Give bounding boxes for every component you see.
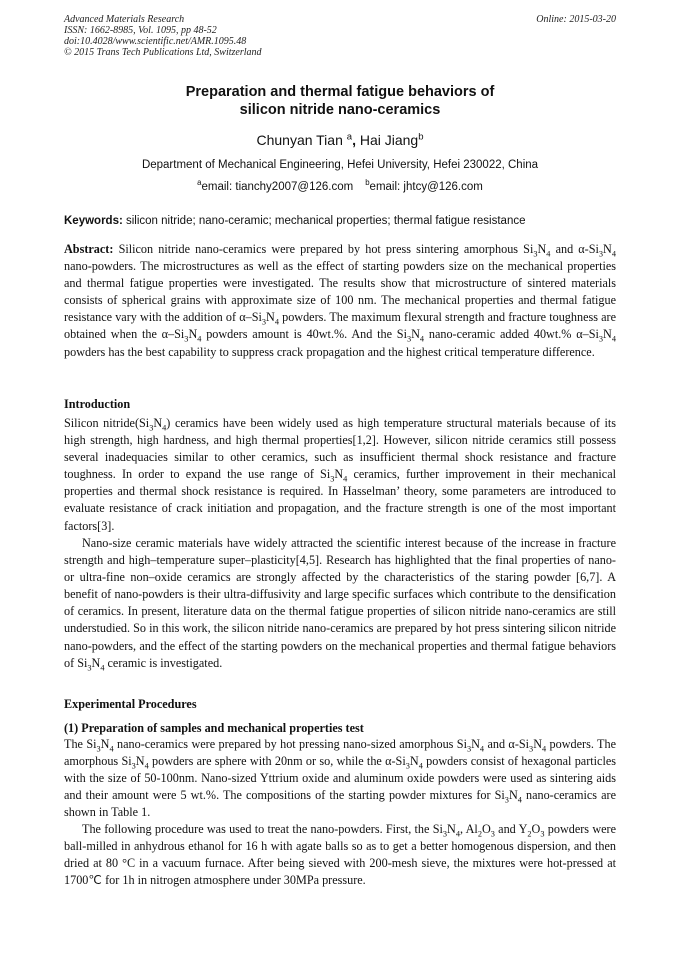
paper-title-line-1: Preparation and thermal fatigue behaviors of <box>185 84 495 100</box>
abstract-text: Silicon nitride nano-ceramics were prepared by hot press sintering amorphous $Si_3N_4$ and $\alpha-Si_3N_4$ nano-powders. The microstructures as well as the effect of starting powders size on the mechanical properties and thermal fatigue properties were investigated. The results show that microstructure of sintered materials consists of spherical grains with approximate size of 100 nm. The mechanical properties and thermal fatigue resistance vary with the addition of $\alpha-Si_3N_4$ powders. The maximum flexural strength and fracture toughness are obtained when the $\alpha-Si_3N_4$ powders amount is 40wt.%. And the $Si_3N_4$ nano-ceramic added 40wt.% $\alpha-Si_3N_4$ powders has the best capability to suppress crack propagation and the highest critical temperature difference. <box>64 242 616 359</box>
intro-paragraph-1: Silicon $nitride(Si_3N_4)$ ceramics have been widely used as high temperature structural materials because of its high strength, high hardness, and high thermal properties[1,2]. However, silicon nitride ceramics still possess several inadequacies similar to other ceramics, such as insufficient thermal shock resistance and fracture toughness. In order to expand the use range of $Si_3N_4$ ceramics, further improvement in their mechanical properties and thermal shock resistance is required. In Hasselman’ theory, some parameters are introduced to evaluate resistance of crack initiation and propagation, and the fracture strength is one of the most important factors[3]. <box>64 416 617 533</box>
keywords-text: silicon nitride; nano-ceramic; mechanical properties; thermal fatigue resistance <box>126 215 526 227</box>
experimental-paragraph-2: The following procedure was used to treat the nano-powders. First, the $Si_3N_4$, $Al_2O_3$ and $Y_2O_3$ powders were ball-milled in anhydrous ethanol for 16 h with agate balls so as to get a better homogenous dispersion, and then dried at 80 °C in a vacuum furnace. After being sieved with 200-mesh sieve, the mixtures were hot-pressed at 1700℃ for 1h in nitrogen atmosphere under 30MPa pressure. <box>64 822 616 888</box>
author-list <box>64 132 616 149</box>
experimental-paragraph-1: The $Si_3N_4$ nano-ceramics were prepared by hot pressing nano-sized amorphous $Si_3N_4$ and $\alpha-Si_3N_4$ powders. The amorphous $Si_3N_4$ powders are sphere with 20nm or so, while the $\alpha-Si_3N_4$ powders consist of hexagonal particles with the size of 50-100nm. Nano-sized Yttrium oxide and aluminum oxide powders were used as sintering aids and their amount were 5 wt.%. The compositions of the starting powder mixtures for $Si_3N_4$ nano-ceramics are shown in Table 1. <box>64 737 616 820</box>
affiliation: Department of Mechanical Engineering, Hefei University, Hefei 230022, China <box>141 159 539 171</box>
section-heading-introduction: Introduction <box>64 397 131 411</box>
abstract-label: Abstract: <box>64 242 114 256</box>
subsection-heading-preparation: (1) Preparation of samples and mechanical properties test <box>64 721 364 735</box>
author-affil-mark: b <box>418 131 424 143</box>
author-name: Hai Jiang <box>359 132 419 148</box>
abstract <box>64 241 616 361</box>
journal-header <box>64 14 616 58</box>
email-mark: b <box>365 178 370 188</box>
journal-copyright: © 2015 Trans Tech Publications Ltd, Switzerland <box>64 47 262 58</box>
author-affil-mark: a <box>346 131 353 143</box>
keywords-label: Keywords: <box>64 215 123 227</box>
journal-issn: ISSN: 1662-8985, Vol. 1095, pp 48-52 <box>64 25 217 36</box>
email-b: email: jhtcy@126.com <box>369 181 483 193</box>
section-heading-experimental: Experimental Procedures <box>64 697 197 711</box>
email-a: email: tianchy2007@126.com <box>201 181 354 193</box>
author-separator: , <box>352 132 356 148</box>
keywords <box>64 214 616 228</box>
online-date: Online: 2015-03-20 <box>536 14 616 25</box>
journal-doi: doi:10.4028/www.scientific.net/AMR.1095.48 <box>64 36 247 47</box>
paper-title <box>64 83 616 119</box>
email-mark: a <box>197 178 202 188</box>
journal-name: Advanced Materials Research <box>64 14 185 25</box>
intro-paragraph-2: Nano-size ceramic materials have widely attracted the scientific interest because of the increase in fracture strength and high–temperature super–plasticity[4,5]. Research has highlighted that the final properties of nano- or ultra-fine non–oxide ceramics are strongly affected by the characteristics of the staring powder [6,7]. A benefit of nano-powders is their ultra-diffusivity and large specific surfaces which contribute to the densification of ceramics. In present, literature data on the thermal fatigue properties of silicon nitride nano-ceramics are still understudied. So in this work, the silicon nitride nano-ceramics are prepared by hot press sintering silicon nitride nano-powders, and the effect of the starting powders on the mechanical properties and thermal fatigue behaviors of $Si_3N_4$ ceramic is investigated. <box>64 536 616 673</box>
author-name: Chunyan Tian <box>256 132 343 148</box>
paper-title-line-2: silicon nitride nano-ceramics <box>239 102 441 118</box>
author-emails <box>64 180 616 194</box>
